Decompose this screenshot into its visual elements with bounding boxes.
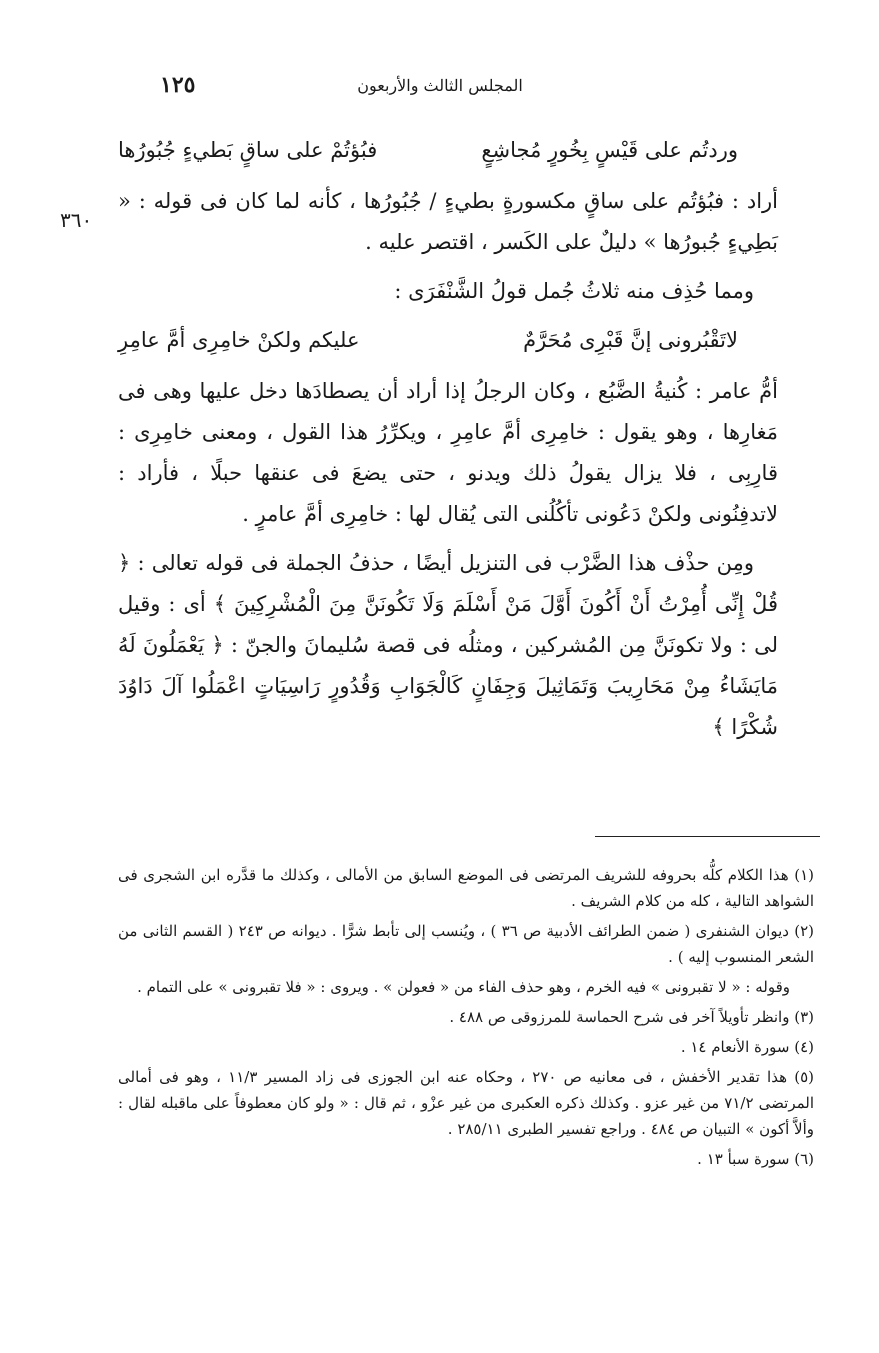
main-text	[118, 130, 778, 756]
footnote: (٦) سورة سبأ ١٣ .	[697, 1150, 814, 1168]
running-header	[100, 72, 780, 102]
footnote-separator	[595, 836, 820, 837]
footnote: وقوله : « لا تقبرونى » فيه الخرم ، وهو حذف الفاء من « فعولن » . ويروى : « فلا تقبرونى » على التمام .	[137, 978, 790, 996]
verse-first-hemistich: وردتُم على قَيْسٍ بِخُورٍ مُجاشِعٍ	[481, 138, 738, 162]
paragraph: ومما حُذِف منه ثلاثُ جُمل قولُ الشَّنْفَرَى :	[394, 279, 754, 303]
paragraph: ومِن حذْف هذا الضَّرْب فى التنزيل أيضًا ، حذفُ الجملة فى قوله تعالى : ﴿ قُلْ إِنِّى أُمِرْتُ أَنْ أَكُونَ أَوَّلَ مَنْ أَسْلَمَ وَلَا تَكُونَنَّ مِنَ الْمُشْرِكِينَ ﴾ أى : وقيل لى : ولا تكونَنَّ مِن المُشركين ، ومثلُه فى قصة سُليمانَ والجنّ : ﴿ يَعْمَلُونَ لَهُ مَايَشَاءُ مِنْ مَحَارِيبَ وَتَمَاثِيلَ وَجِفَانٍ كَالْجَوَابِ وَقُدُورٍ رَاسِيَاتٍ اعْمَلُوا آلَ دَاوُدَ شُكْرًا ﴾	[118, 551, 778, 739]
footnote: (١) هذا الكلام كلُّه بحروفه للشريف المرتضى فى الموضع السابق من الأمالى ، وكذلك ما قدَّره ابن الشجرى فى الشواهد التالية ، كله من كلام الشريف .	[118, 866, 814, 910]
footnote: (٣) وانظر تأويلاً آخر فى شرح الحماسة للمرزوقى ص ٤٨٨ .	[449, 1008, 814, 1026]
page-number: ١٢٥	[160, 72, 196, 98]
paragraph: أمُّ عامر : كُنيةُ الضَّبُع ، وكان الرجلُ إذا أراد أن يصطادَها دخل عليها وهى فى مَغارِها ، وهو يقول : خامِرِى أمَّ عامِرِ ، ويكرِّرُ هذا القول ، ومعنى خامِرِى : قارِبِى ، فلا يزال يقولُ ذلك ويدنو ، حتى يضعَ فى عنقها حبلًا ، فأراد : لاتدفِنُونى ولكنْ دَعُونى تأكُلُنى التى يُقال لها : خامِرِى أمَّ عامرٍ .	[118, 379, 778, 526]
verse-line	[118, 130, 778, 171]
verse-second-hemistich: فبُؤتُمْ على ساقٍ بَطيءٍ جُبُورُها	[118, 138, 378, 162]
margin-reference-number: ٣٦٠	[60, 208, 93, 232]
paragraph: أراد : فبُؤتُم على ساقٍ مكسورةٍ بطيءٍ / جُبُورُها ، كأنه لما كان فى قوله : « بَطِيءٍ جُبورُها » دليلٌ على الكَسر ، اقتصر عليه .	[118, 189, 778, 254]
verse-first-hemistich: لاتَقْبُرونى إنَّ قَبْرِى مُحَرَّمٌ	[523, 328, 738, 352]
verse-line	[118, 320, 778, 361]
footnote: (٢) ديوان الشنفرى ( ضمن الطرائف الأدبية ص ٣٦ ) ، ويُنسب إلى تأبط شرًّا . ديوانه ص ٢٤٣ ( القسم الثانى من الشعر المنسوب إليه ) .	[118, 922, 814, 966]
footnote: (٥) هذا تقدير الأخفش ، فى معانيه ص ٢٧٠ ، وحكاه عنه ابن الجوزى فى زاد المسير ١١/٣ ، وهو فى أمالى المرتضى ٧١/٢ من غير عزو . وكذلك ذكره العكبرى من غير عزْو ، ثم قال : « ولو كان معطوفاً على ماقبله لقال : وألاَّ أكون » التبيان ص ٤٨٤ . وراجع تفسير الطبرى ٢٨٥/١١ .	[118, 1068, 815, 1138]
footnotes	[118, 862, 814, 1176]
footnote: (٤) سورة الأنعام ١٤ .	[680, 1038, 814, 1056]
verse-second-hemistich: عليكم ولكنْ خامِرِى أمَّ عامِرِ	[118, 328, 360, 352]
chapter-title: المجلس الثالث والأربعون	[357, 76, 523, 95]
